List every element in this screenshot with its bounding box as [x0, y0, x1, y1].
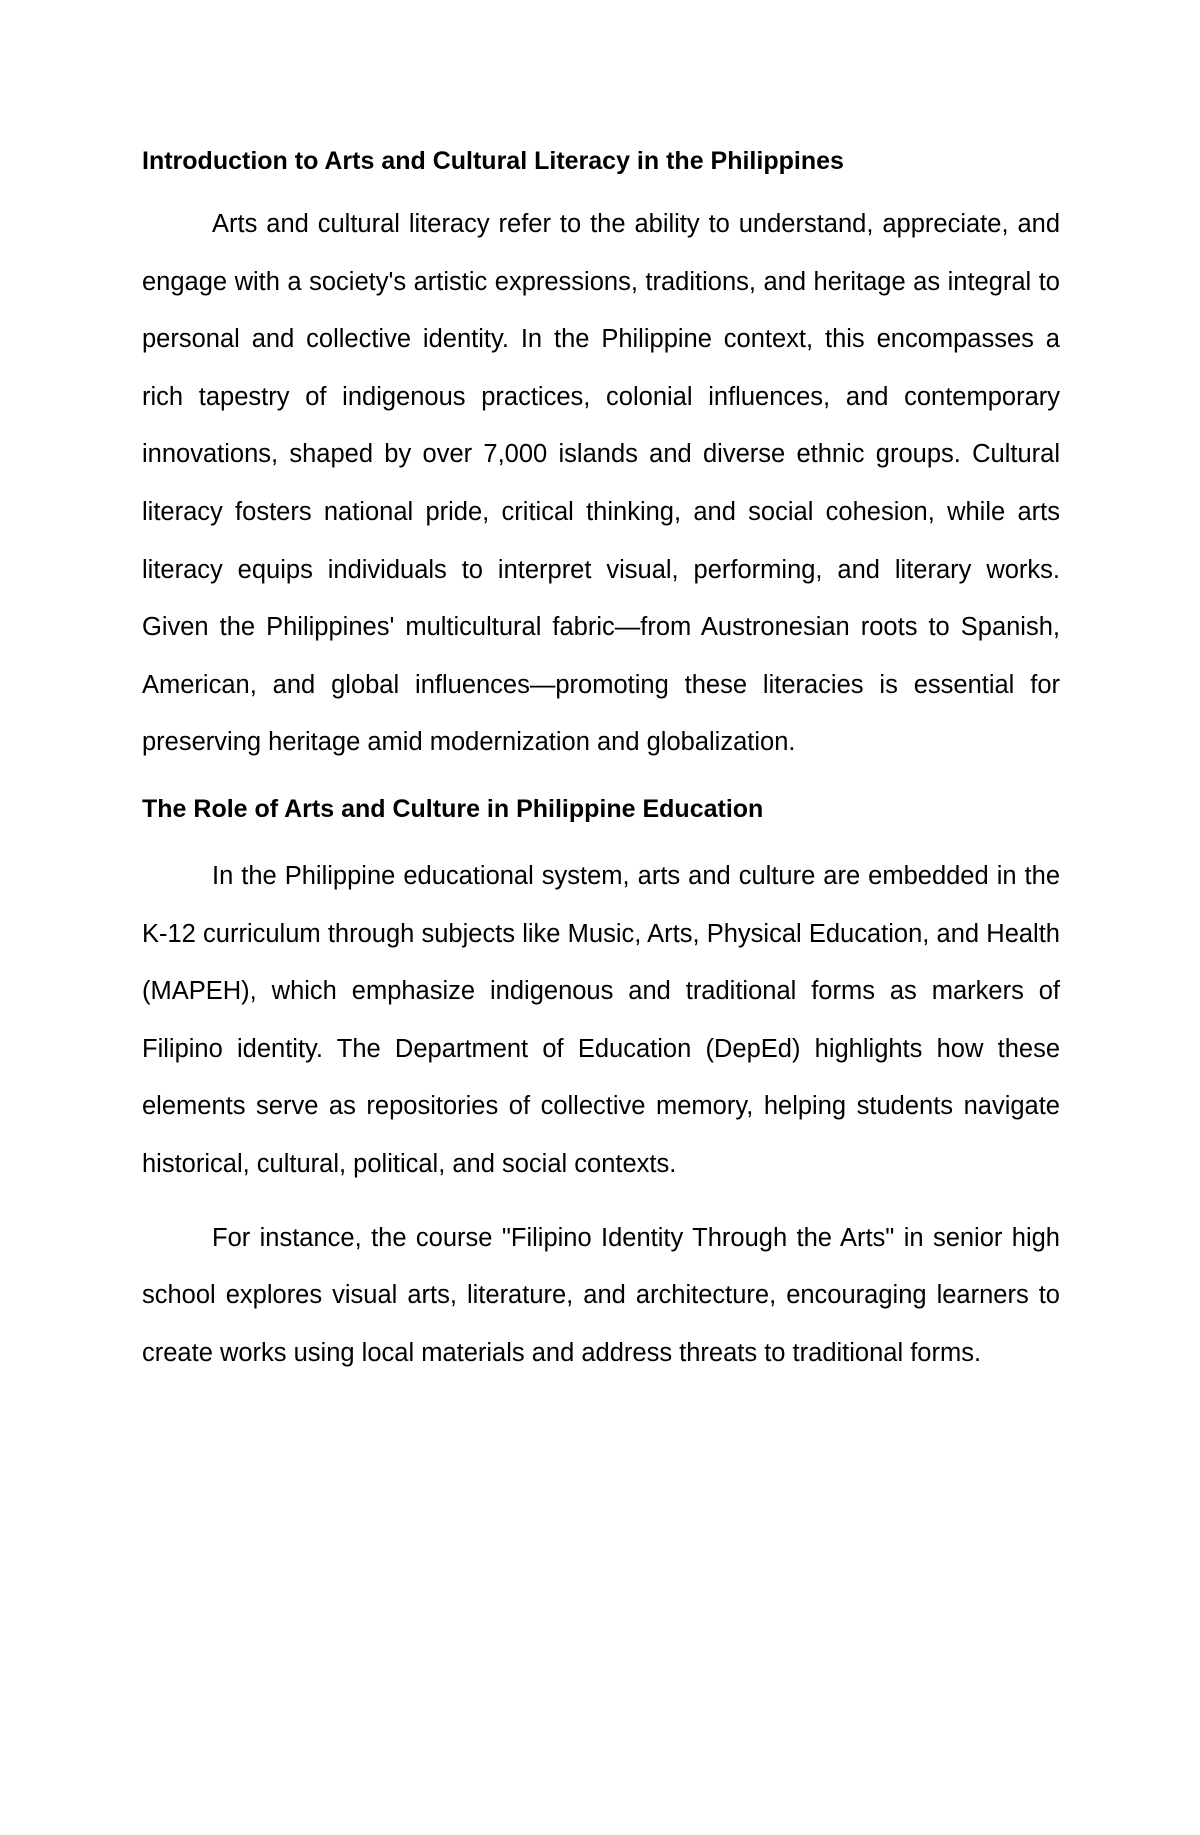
- document-body: [142, 140, 1060, 1382]
- section-heading-introduction: Introduction to Arts and Cultural Literacy in the Philippines: [142, 147, 844, 175]
- section-heading-role-in-education: The Role of Arts and Culture in Philippine Education: [142, 794, 764, 823]
- paragraph-filipino-identity-course: For instance, the course "Filipino Identity Through the Arts" in senior high school explores visual arts, literature, and architecture, encouraging learners to create works using local materials and address threats to traditional forms.: [142, 1223, 1060, 1367]
- paragraph-k12-curriculum: In the Philippine educational system, arts and culture are embedded in the K-12 curriculum through subjects like Music, Arts, Physical Education, and Health (MAPEH), which emphasize indigenous and traditional forms as markers of Filipino identity. The Department of Education (DepEd) highlights how these elements serve as repositories of collective memory, helping students navigate historical, cultural, political, and social contexts.: [142, 861, 1060, 1178]
- paragraph-arts-cultural-literacy: Arts and cultural literacy refer to the ability to understand, appreciate, and engage with a society's artistic expressions, traditions, and heritage as integral to personal and collective identity. In the Philippine context, this encompasses a rich tapestry of indigenous practices, colonial influences, and contemporary innovations, shaped by over 7,000 islands and diverse ethnic groups. Cultural literacy fosters national pride, critical thinking, and social cohesion, while arts literacy equips individuals to interpret visual, performing, and literary works. Given the Philippines' multicultural fabric—from Austronesian roots to Spanish, American, and global influences—promoting these literacies is essential for preserving heritage amid modernization and globalization.: [142, 210, 1060, 757]
